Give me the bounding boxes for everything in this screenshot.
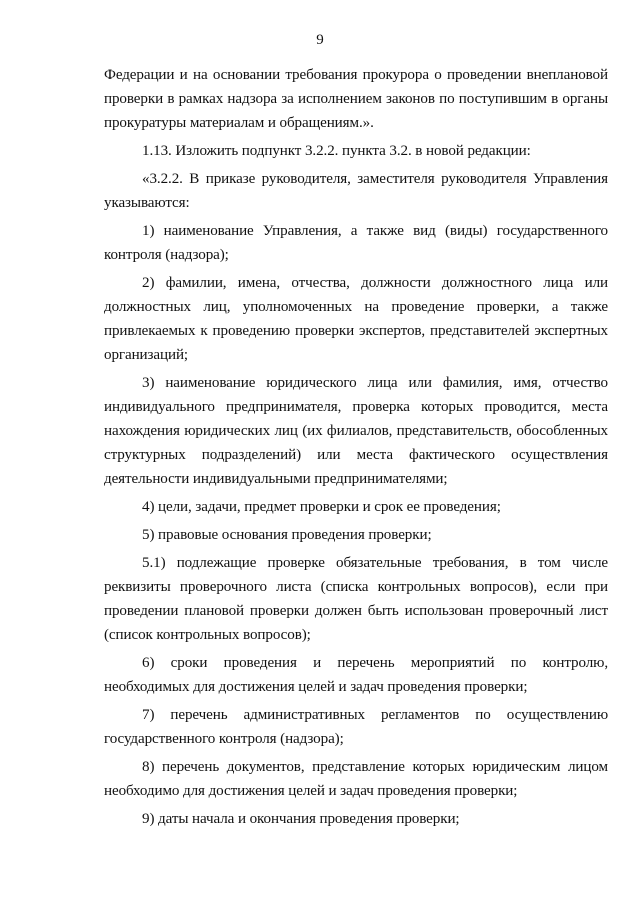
list-item-2: 2) фамилии, имена, отчества, должности должностного лица или должностных лиц, уполномоченных на проведение проверки, а также привлекаемых к проведению проверки экспертов, представителей экспертных организаций; (104, 275, 608, 363)
page-number: 9 (316, 32, 324, 48)
list-item-4: 4) цели, задачи, предмет проверки и срок ее проведения; (142, 499, 501, 515)
list-item-6: 6) сроки проведения и перечень мероприятий по контролю, необходимых для достижения целей и задач проведения проверки; (104, 655, 608, 695)
list-item-1: 1) наименование Управления, а также вид (виды) государственного контроля (надзора); (104, 223, 608, 263)
list-item-5: 5) правовые основания проведения проверки; (142, 527, 432, 543)
paragraph-subclause-3-2-2: «3.2.2. В приказе руководителя, заместителя руководителя Управления указываются: (104, 171, 608, 211)
list-item-3: 3) наименование юридического лица или фамилия, имя, отчество индивидуального предпринимателя, проверка которых проводится, места нахождения юридических лиц (их филиалов, представительств, обособленных структурных подразделений) или места фактического осуществления деятельности индивидуальными предпринимателями; (104, 375, 608, 487)
list-item-7: 7) перечень административных регламентов по осуществлению государственного контроля (надзора); (104, 707, 608, 747)
list-item-8: 8) перечень документов, представление которых юридическим лицом необходимо для достижения целей и задач проведения проверки; (104, 759, 608, 799)
list-item-5-1: 5.1) подлежащие проверке обязательные требования, в том числе реквизиты проверочного листа (списка контрольных вопросов), если при проведении плановой проверки должен быть использован проверочный лист (список контрольных вопросов); (104, 555, 608, 643)
paragraph-amendment-1-13: 1.13. Изложить подпункт 3.2.2. пункта 3.2. в новой редакции: (142, 143, 531, 159)
list-item-9: 9) даты начала и окончания проведения проверки; (142, 811, 460, 827)
paragraph-continuation: Федерации и на основании требования прокурора о проведении внеплановой проверки в рамках надзора за исполнением законов по поступившим в органы прокуратуры материалам и обращениям.». (104, 67, 608, 131)
document-body (104, 63, 608, 831)
